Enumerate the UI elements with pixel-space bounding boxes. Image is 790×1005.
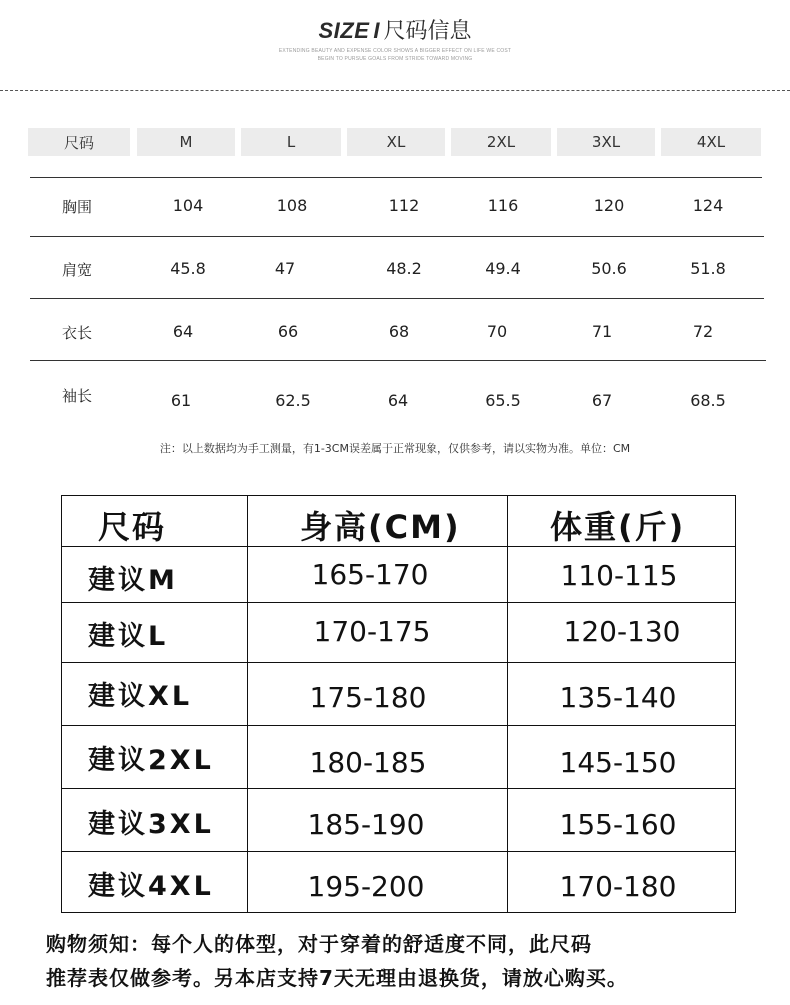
table-cell: 61	[170, 391, 192, 410]
rec-height-xl: 175-180	[309, 681, 427, 714]
header-weight: 体重(斤)	[550, 508, 686, 546]
title-en: SIZE	[318, 18, 370, 43]
size-recommendation-table	[61, 495, 736, 913]
table-cell: 68	[388, 322, 410, 341]
table-cell: 64	[387, 391, 409, 410]
row-label: 肩宽	[62, 261, 93, 279]
table-cell: 72	[692, 322, 714, 341]
header-height: 身高(CM)	[300, 508, 461, 546]
rec-weight-3xl: 155-160	[559, 808, 677, 841]
header-size-3xl: 3XL	[557, 128, 655, 156]
header-size-label: 尺码	[28, 128, 130, 156]
rec-height-m: 165-170	[311, 558, 429, 591]
rec-weight-4xl: 170-180	[559, 870, 677, 903]
title-separator: I	[373, 18, 380, 43]
row-label: 衣长	[62, 324, 93, 342]
table-cell: 112	[388, 196, 420, 215]
rec-size-2xl: 建议2XL	[88, 745, 214, 776]
header-size: 尺码	[98, 508, 167, 546]
table-cell: 50.6	[591, 259, 627, 278]
rec-size-3xl: 建议3XL	[88, 809, 214, 840]
tagline-line-2: BEGIN TO PURSUE GOALS FROM STRIDE TOWARD MOVING	[317, 56, 473, 62]
rec-size-xl: 建议XL	[88, 681, 193, 712]
table-cell: 104	[172, 196, 204, 215]
measurement-note: 注：以上数据均为手工测量，有1-3CM误差属于正常现象，仅供参考，请以实物为准。单位：CM	[159, 442, 631, 455]
dashed-divider	[0, 90, 790, 91]
row-divider	[30, 177, 762, 178]
table-cell: 70	[486, 322, 508, 341]
table-cell: 108	[276, 196, 308, 215]
row-divider	[30, 236, 764, 237]
table-cell: 62.5	[275, 391, 311, 410]
rec-size-m: 建议M	[88, 565, 178, 596]
measurement-table-header	[0, 128, 790, 156]
table-cell: 66	[277, 322, 299, 341]
rec-size-l: 建议L	[88, 621, 169, 652]
table-cell: 68.5	[690, 391, 726, 410]
row-divider	[62, 602, 735, 603]
tagline-line-1: EXTENDING BEAUTY AND EXPENSE COLOR SHOWS A BIGGER EFFECT ON LIFE WE COST	[278, 48, 512, 54]
page-header	[0, 0, 790, 95]
page-title	[0, 14, 790, 45]
table-cell: 116	[487, 196, 519, 215]
row-divider	[62, 851, 735, 852]
rec-weight-l: 120-130	[563, 615, 681, 648]
rec-height-l: 170-175	[313, 615, 431, 648]
table-cell: 65.5	[485, 391, 521, 410]
rec-size-4xl: 建议4XL	[88, 871, 214, 902]
table-cell: 49.4	[485, 259, 521, 278]
rec-weight-xl: 135-140	[559, 681, 677, 714]
row-label: 袖长	[62, 387, 93, 405]
rec-weight-2xl: 145-150	[559, 746, 677, 779]
rec-weight-m: 110-115	[560, 559, 678, 592]
rec-height-4xl: 195-200	[307, 870, 425, 903]
row-divider	[62, 662, 735, 663]
table-cell: 51.8	[690, 259, 726, 278]
row-divider	[62, 725, 735, 726]
header-size-m: M	[137, 128, 235, 156]
table-cell: 45.8	[170, 259, 206, 278]
header-size-2xl: 2XL	[451, 128, 551, 156]
rec-height-3xl: 185-190	[307, 808, 425, 841]
rec-height-2xl: 180-185	[309, 746, 427, 779]
table-cell: 120	[593, 196, 625, 215]
header-size-l: L	[241, 128, 341, 156]
header-size-4xl: 4XL	[661, 128, 761, 156]
header-size-xl: XL	[347, 128, 445, 156]
table-cell: 48.2	[386, 259, 422, 278]
column-divider	[247, 496, 248, 912]
column-divider	[507, 496, 508, 912]
table-cell: 124	[692, 196, 724, 215]
row-label: 胸围	[62, 198, 93, 216]
shopping-notice-line-2: 推荐表仅做参考。另本店支持7天无理由退换货，请放心购买。	[46, 966, 628, 990]
row-divider	[30, 298, 764, 299]
table-cell: 67	[591, 391, 613, 410]
shopping-notice-line-1: 购物须知：每个人的体型，对于穿着的舒适度不同，此尺码	[46, 932, 592, 956]
row-divider	[30, 360, 766, 361]
title-cn: 尺码信息	[383, 19, 472, 44]
table-cell: 71	[591, 322, 613, 341]
row-divider	[62, 788, 735, 789]
table-cell: 47	[274, 259, 296, 278]
table-cell: 64	[172, 322, 194, 341]
